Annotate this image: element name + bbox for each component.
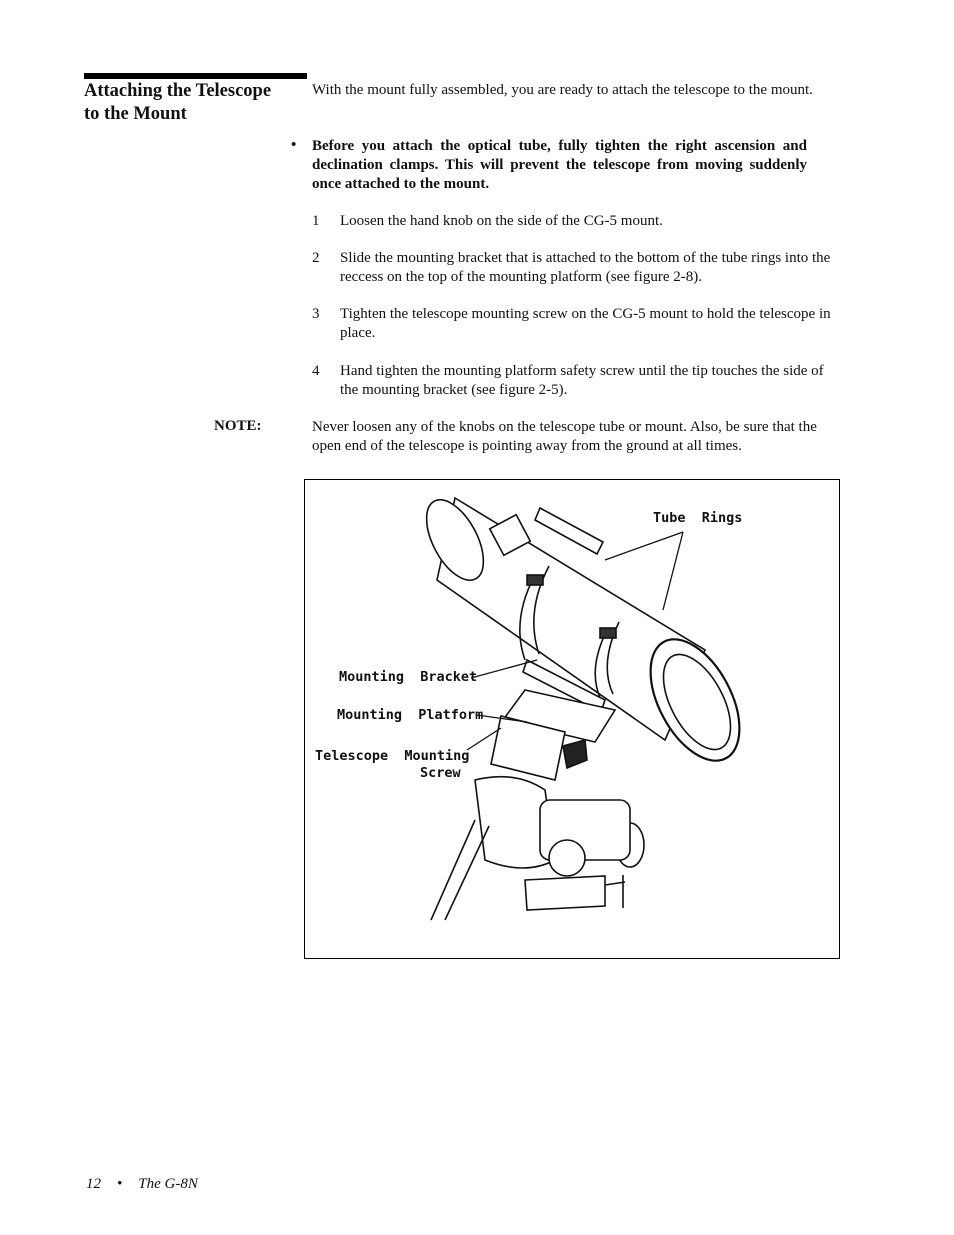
footer-title: The G-8N [138,1176,198,1192]
azimuth-screw [605,875,625,908]
step-2-number: 2 [312,250,320,266]
note-label: NOTE: [214,418,262,434]
footer-separator: • [117,1176,123,1192]
section-rule [84,73,307,79]
step-1-number: 1 [312,213,320,229]
label-tube-rings: Tube Rings [653,510,743,526]
heading-line-1: Attaching the Telescope [84,81,272,101]
tripod-leg [431,820,489,920]
page-number: 12 [86,1176,101,1192]
step-4-text: Hand tighten the mounting platform safety screw until the tip touches the side of the mounting bracket (see figure 2-5). [340,363,824,398]
label-mounting-platform: Mounting Platform [337,707,484,723]
step-3-text: Tighten the telescope mounting screw on the CG-5 mount to hold the telescope in place. [340,306,831,341]
step-1-text: Loosen the hand knob on the side of the CG-5 mount. [340,213,663,229]
finderscope [535,508,603,554]
bullet-marker: • [291,137,297,153]
section-heading [84,80,309,126]
telescope-mount-figure [304,479,840,959]
step-2-text: Slide the mounting bracket that is attached to the bottom of the tube rings into the reccess on the top of the mounting platform (see figure 2-8). [340,250,831,285]
label-telescope-mounting: Telescope Mounting [315,748,470,764]
note-text: Never loosen any of the knobs on the telescope tube or mount. Also, be sure that the open end of the telescope is pointing away from the ground at all times. [312,419,817,454]
mount-base [525,876,605,910]
mounting-screw-knob [563,740,587,768]
step-3-number: 3 [312,306,320,322]
page-footer [86,1176,214,1193]
declination-knob [549,840,585,876]
ring-clamp-1 [527,575,543,585]
bullet-warning: Before you attach the optical tube, fully tighten the right ascension and declination clamps. This will prevent the telescope from moving suddenly once attached to the mount. [312,138,807,192]
intro-paragraph: With the mount fully assembled, you are ready to attach the telescope to the mount. [312,82,813,98]
heading-line-2: to the Mount [84,104,187,124]
step-4-number: 4 [312,363,320,379]
label-screw: Screw [420,765,461,781]
ring-clamp-2 [600,628,616,638]
label-mounting-bracket: Mounting Bracket [339,669,478,685]
